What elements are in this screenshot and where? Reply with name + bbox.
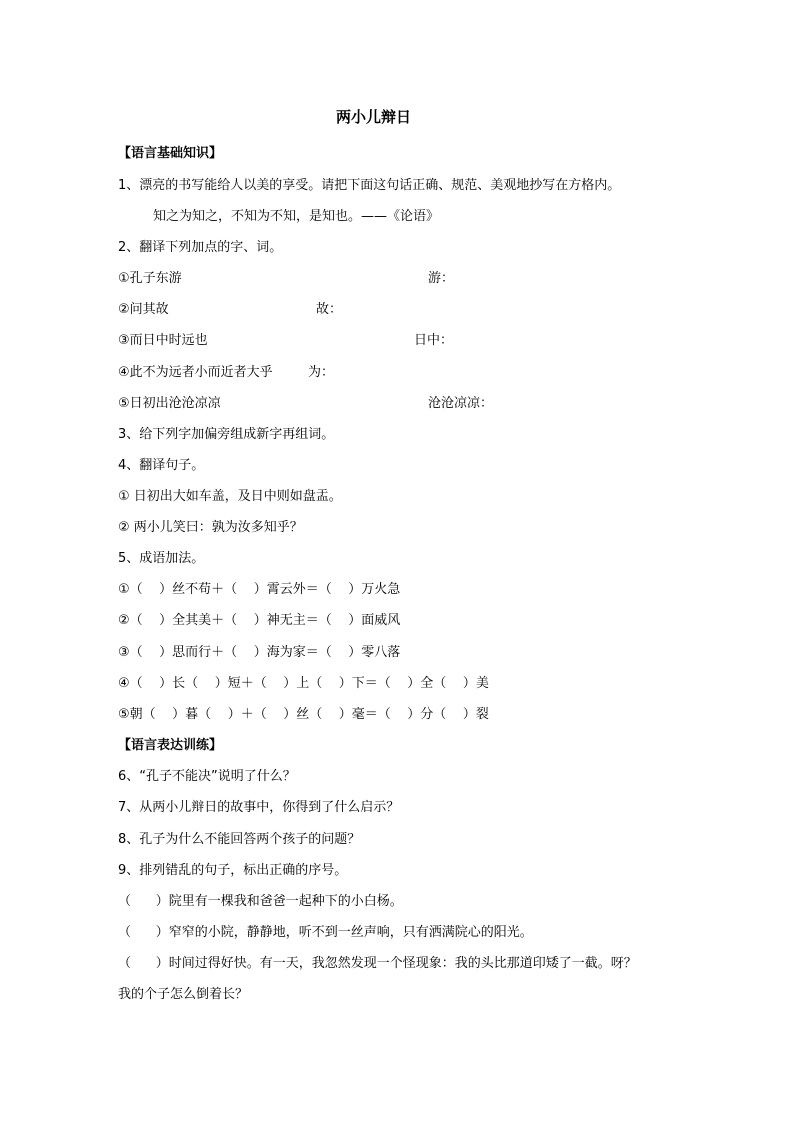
q5-item-3: ③（ ）思而行＋（ ）海为家＝（ ）零八落 <box>118 645 401 660</box>
q9-item-2: （ ）窄窄的小院，静静地，听不到一丝声响，只有洒满院心的阳光。 <box>118 925 533 940</box>
question-1-quote: 知之为知之，不知为不知，是知也。——《论语》 <box>153 209 440 224</box>
q5-item-5: ⑤朝（ ）暮（ ）＋（ ）丝（ ）毫＝（ ）分（ ）裂 <box>118 707 489 722</box>
q2-item-3-word: 日中： <box>414 333 454 348</box>
section-heading-basic: 【语言基础知识】 <box>118 146 223 161</box>
question-9: 9、排列错乱的句子，标出正确的序号。 <box>118 863 348 878</box>
q2-item-5-sentence: ⑤日初出沧沧凉凉 <box>118 396 221 411</box>
question-6: 6、“孔子不能决”说明了什么？ <box>118 769 296 784</box>
q2-item-4-sentence: ④此不为远者小而近者大乎 <box>118 365 273 380</box>
section-heading-expression: 【语言表达训练】 <box>118 738 223 753</box>
q4-item-2: ② 两小儿笑曰：孰为汝多知乎？ <box>118 520 303 535</box>
question-5: 5、成语加法。 <box>118 551 205 566</box>
q2-item-2-sentence: ②问其故 <box>118 302 169 317</box>
q5-item-1: ①（ ）丝不苟＋（ ）霄云外＝（ ）万火急 <box>118 582 401 597</box>
q9-item-3: （ ）时间过得好快。有一天，我忽然发现一个怪现象：我的头比那道印矮了一截。呀？ <box>118 956 637 971</box>
question-7: 7、从两小儿辩日的故事中，你得到了什么启示？ <box>118 800 400 815</box>
q4-item-1: ① 日初出大如车盖，及日中则如盘盂。 <box>118 489 342 504</box>
q2-item-4-word: 为： <box>308 365 335 380</box>
q5-item-2: ②（ ）全其美＋（ ）神无主＝（ ）面威风 <box>118 613 401 628</box>
q2-item-1-word: 游： <box>428 271 455 286</box>
q2-item-2-word: 故： <box>316 302 343 317</box>
q2-item-3-sentence: ③而日中时远也 <box>118 333 208 348</box>
page-title: 两小儿辩日 <box>336 108 412 126</box>
question-4: 4、翻译句子。 <box>118 458 205 473</box>
q5-item-4: ④（ ）长（ ）短＋（ ）上（ ）下＝（ ）全（ ）美 <box>118 676 489 691</box>
q2-item-5-word: 沧沧凉凉： <box>428 396 494 411</box>
q9-item-3-continued: 我的个子怎么倒着长？ <box>118 987 249 1002</box>
question-8: 8、孔子为什么不能回答两个孩子的问题？ <box>118 832 361 847</box>
question-3: 3、给下列字加偏旁组成新字再组词。 <box>118 427 335 442</box>
q9-item-1: （ ）院里有一棵我和爸爸一起种下的小白杨。 <box>118 894 403 909</box>
q2-item-1-sentence: ①孔子东游 <box>118 271 182 286</box>
question-1: 1、漂亮的书写能给人以美的享受。请把下面这句话正确、规范、美观地抄写在方格内。 <box>118 178 621 193</box>
question-2: 2、翻译下列加点的字、词。 <box>118 240 283 255</box>
